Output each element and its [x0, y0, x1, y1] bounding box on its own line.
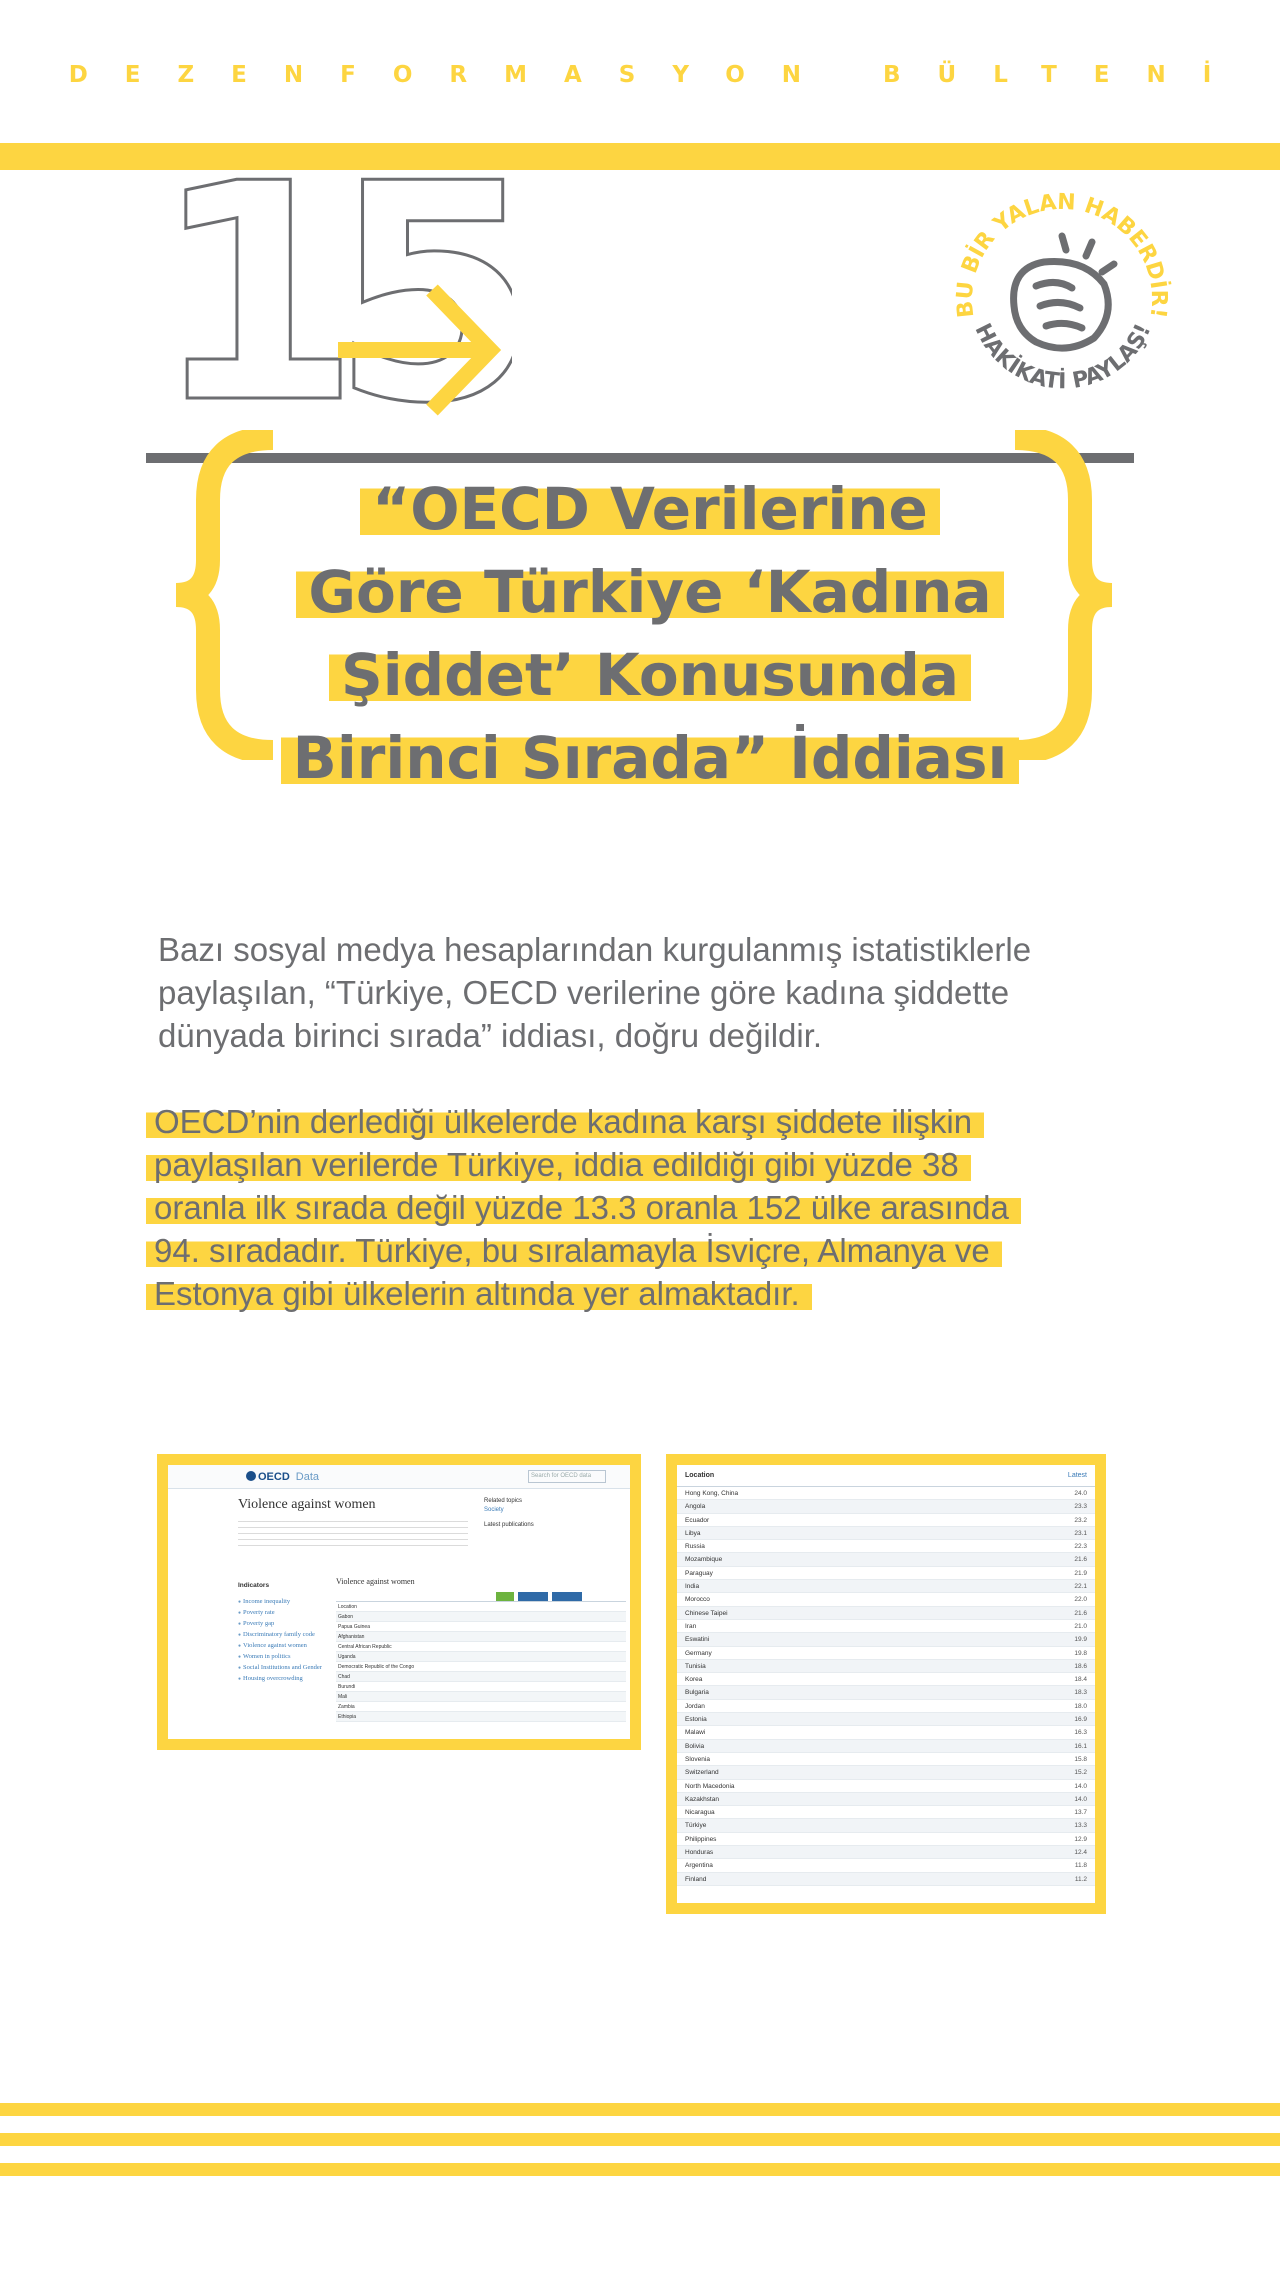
country-value: 18.6: [1074, 1662, 1087, 1670]
table-row: [677, 1726, 1095, 1739]
oecd-description: [238, 1521, 468, 1551]
oecd-table-row: Zambia: [336, 1702, 626, 1712]
country-value: 13.3: [1074, 1822, 1087, 1830]
country-name: Malawi: [685, 1729, 706, 1737]
oecd-table-row: Location: [336, 1602, 626, 1612]
country-name: Paraguay: [685, 1569, 713, 1577]
oecd-table-row: Democratic Republic of the Congo: [336, 1662, 626, 1672]
intro-paragraph: Bazı sosyal medya hesaplarından kurgulanmış istatistiklerle paylaşılan, “Türkiye, OECD verilerine göre kadına şiddette dünyada birinci sırada” iddiası, doğru değildir.: [158, 931, 1032, 1054]
country-name: Bolivia: [685, 1742, 705, 1750]
issue-number-text: 15: [152, 150, 510, 420]
country-name: Germany: [685, 1649, 712, 1657]
country-value: 13.7: [1074, 1809, 1087, 1817]
table-row: [677, 1540, 1095, 1553]
table-row: [677, 1859, 1095, 1872]
table-row: [677, 1753, 1095, 1766]
oecd-table-row: Burundi: [336, 1682, 626, 1692]
table-row: [677, 1833, 1095, 1846]
oecd-table-row: Afghanistan: [336, 1632, 626, 1642]
bottom-yellow-band: [0, 2163, 1280, 2176]
finding-paragraph: [154, 1100, 1128, 1315]
oecd-sidebar-item: ● Poverty gap: [238, 1619, 322, 1630]
country-name: Ecuador: [685, 1516, 710, 1524]
country-value: 23.3: [1074, 1503, 1087, 1511]
country-name: Morocco: [685, 1596, 710, 1604]
table-row: [677, 1580, 1095, 1593]
oecd-sidebar-item: ● Violence against women: [238, 1641, 322, 1652]
oecd-sidebar: [238, 1581, 322, 1685]
oecd-toolbar-button: [496, 1592, 514, 1601]
table-row: [677, 1660, 1095, 1673]
table-row: [677, 1607, 1095, 1620]
table-row: [677, 1873, 1095, 1886]
country-name: Estonia: [685, 1716, 707, 1724]
pointing-fist-icon: [1014, 236, 1114, 348]
country-name: Iran: [685, 1622, 697, 1630]
table-row: [677, 1647, 1095, 1660]
fake-news-badge: [944, 188, 1180, 424]
table-row: [677, 1487, 1095, 1500]
oecd-related-link: Society: [484, 1507, 504, 1513]
headline-line-3: Şiddet’ Konusunda: [329, 641, 971, 709]
finding-line-5: Estonya gibi ülkelerin altında yer almaktadır.: [146, 1275, 812, 1312]
country-value: 14.0: [1074, 1782, 1087, 1790]
table-row: [677, 1527, 1095, 1540]
table-header: [677, 1465, 1095, 1487]
country-table-screenshot: [666, 1454, 1106, 1914]
oecd-related: [484, 1497, 624, 1530]
table-row: [677, 1740, 1095, 1753]
country-name: Tunisia: [685, 1662, 706, 1670]
table-row: [677, 1567, 1095, 1580]
table-row: [677, 1593, 1095, 1606]
oecd-page-title: Violence against women: [238, 1497, 376, 1512]
oecd-sidebar-header: Indicators: [238, 1582, 270, 1589]
country-name: North Macedonia: [685, 1782, 735, 1790]
country-name: Jordan: [685, 1702, 705, 1710]
country-name: India: [685, 1583, 700, 1591]
table-row: [677, 1553, 1095, 1566]
country-name: Slovenia: [685, 1755, 710, 1763]
table-row: [677, 1793, 1095, 1806]
country-value: 22.3: [1074, 1543, 1087, 1551]
oecd-table-row: Mali: [336, 1692, 626, 1702]
oecd-toolbar-button: [518, 1592, 548, 1601]
country-name: Philippines: [685, 1835, 717, 1843]
badge-top-text: BU BİR YALAN HABERDİR!: [952, 189, 1172, 320]
headline-line-1: “OECD Verilerine: [360, 475, 940, 543]
country-value: 15.8: [1074, 1755, 1087, 1763]
table-row: [677, 1673, 1095, 1686]
finding-line-3: oranla ilk sırada değil yüzde 13.3 oranla 152 ülke arasında: [146, 1189, 1021, 1226]
country-value: 21.6: [1074, 1556, 1087, 1564]
country-name: Bulgaria: [685, 1689, 709, 1697]
table-row: [677, 1713, 1095, 1726]
country-value: 23.1: [1074, 1529, 1087, 1537]
headline-line-4: Birinci Sırada” İddiası: [281, 724, 1020, 792]
svg-text:HAKİKATİ PAYLAŞ!: [969, 320, 1156, 395]
oecd-toolbar: [336, 1592, 626, 1602]
table-row: [677, 1620, 1095, 1633]
oecd-latest-label: Latest publications: [484, 1522, 534, 1528]
country-value: 12.4: [1074, 1849, 1087, 1857]
oecd-sidebar-item: ● Social Institutions and Gender: [238, 1663, 322, 1674]
oecd-header: [168, 1465, 630, 1489]
table-row: [677, 1700, 1095, 1713]
country-name: Finland: [685, 1875, 707, 1883]
country-name: Libya: [685, 1529, 701, 1537]
country-value: 22.0: [1074, 1596, 1087, 1604]
headline-line-2: Göre Türkiye ‘Kadına: [296, 558, 1003, 626]
country-name: Eswatini: [685, 1636, 710, 1644]
oecd-main: [336, 1577, 626, 1722]
table-row: [677, 1780, 1095, 1793]
country-value: 22.1: [1074, 1583, 1087, 1591]
country-value: 16.1: [1074, 1742, 1087, 1750]
oecd-related-label: Related topics: [484, 1498, 523, 1504]
country-name: Mozambique: [685, 1556, 723, 1564]
oecd-table-row: Central African Republic: [336, 1642, 626, 1652]
country-value: 16.9: [1074, 1716, 1087, 1724]
badge-bottom-text: HAKİKATİ PAYLAŞ!: [969, 319, 1157, 395]
oecd-logo-text: OECD: [258, 1471, 290, 1483]
header-latest: Latest: [1067, 1472, 1087, 1479]
country-value: 18.3: [1074, 1689, 1087, 1697]
oecd-toolbar-button: [552, 1592, 582, 1601]
oecd-table-row: Uganda: [336, 1652, 626, 1662]
finding-line-4: 94. sıradadır. Türkiye, bu sıralamayla İsviçre, Almanya ve: [146, 1232, 1002, 1269]
finding-line-2: paylaşılan verilerde Türkiye, iddia edildiği gibi yüzde 38: [146, 1146, 971, 1183]
oecd-search-input: Search for OECD data: [528, 1470, 606, 1483]
country-value: 16.3: [1074, 1729, 1087, 1737]
country-name: Honduras: [685, 1849, 714, 1857]
table-row: [677, 1686, 1095, 1699]
country-name: Chinese Taipei: [685, 1609, 728, 1617]
country-value: 23.2: [1074, 1516, 1087, 1524]
oecd-page-screenshot: [157, 1454, 641, 1750]
country-value: 21.6: [1074, 1609, 1087, 1617]
country-value: 19.8: [1074, 1649, 1087, 1657]
country-value: 18.4: [1074, 1676, 1087, 1684]
country-name: Angola: [685, 1503, 706, 1511]
oecd-table-row: Chad: [336, 1672, 626, 1682]
country-value: 12.9: [1074, 1835, 1087, 1843]
country-value: 15.2: [1074, 1769, 1087, 1777]
country-name: Türkiye: [685, 1822, 707, 1830]
issue-number: [152, 150, 512, 420]
masthead: DEZENFORMASYON BÜLTENİ: [68, 62, 1249, 88]
oecd-table-row: Gabon: [336, 1612, 626, 1622]
country-value: 19.9: [1074, 1636, 1087, 1644]
oecd-sidebar-item: ● Women in politics: [238, 1652, 322, 1663]
country-name: Korea: [685, 1676, 703, 1684]
table-row: [677, 1633, 1095, 1646]
oecd-table-row: Papua Guinea: [336, 1622, 626, 1632]
oecd-table-row: Ethiopia: [336, 1712, 626, 1722]
country-name: Russia: [685, 1543, 705, 1551]
country-value: 11.8: [1074, 1862, 1087, 1870]
table-row: [677, 1766, 1095, 1779]
table-body: [677, 1487, 1095, 1886]
title-rule: [146, 453, 1134, 463]
table-row: [677, 1819, 1095, 1832]
table-row: [677, 1514, 1095, 1527]
oecd-sidebar-item: ● Income inequality: [238, 1597, 322, 1608]
country-name: Switzerland: [685, 1769, 719, 1777]
country-value: 14.0: [1074, 1795, 1087, 1803]
country-name: Hong Kong, China: [685, 1490, 739, 1497]
country-name: Kazakhstan: [685, 1795, 719, 1803]
table-row: [677, 1500, 1095, 1513]
oecd-section: Data: [295, 1471, 320, 1483]
country-value: 18.0: [1074, 1702, 1087, 1710]
country-value: 21.0: [1074, 1622, 1087, 1630]
finding-line-1: OECD’nin derlediği ülkelerde kadına karşı şiddete ilişkin: [146, 1103, 984, 1140]
headline: [180, 468, 1120, 800]
oecd-logo: [246, 1471, 319, 1483]
country-name: Nicaragua: [685, 1809, 715, 1817]
oecd-sidebar-item: ● Discriminatory family code: [238, 1630, 322, 1641]
bottom-yellow-band: [0, 2133, 1280, 2146]
header-location: Location: [685, 1472, 715, 1479]
country-value: 21.9: [1074, 1569, 1087, 1577]
table-row: [677, 1846, 1095, 1859]
oecd-sidebar-item: ● Poverty rate: [238, 1608, 322, 1619]
country-name: Argentina: [685, 1862, 713, 1870]
country-value: 24.0: [1074, 1490, 1087, 1497]
oecd-sidebar-item: ● Housing overcrowding: [238, 1674, 322, 1685]
table-row: [677, 1806, 1095, 1819]
bottom-yellow-band: [0, 2103, 1280, 2116]
oecd-main-title: Violence against women: [336, 1577, 415, 1586]
country-value: 11.2: [1074, 1875, 1087, 1883]
oecd-logo-icon: [246, 1471, 256, 1481]
